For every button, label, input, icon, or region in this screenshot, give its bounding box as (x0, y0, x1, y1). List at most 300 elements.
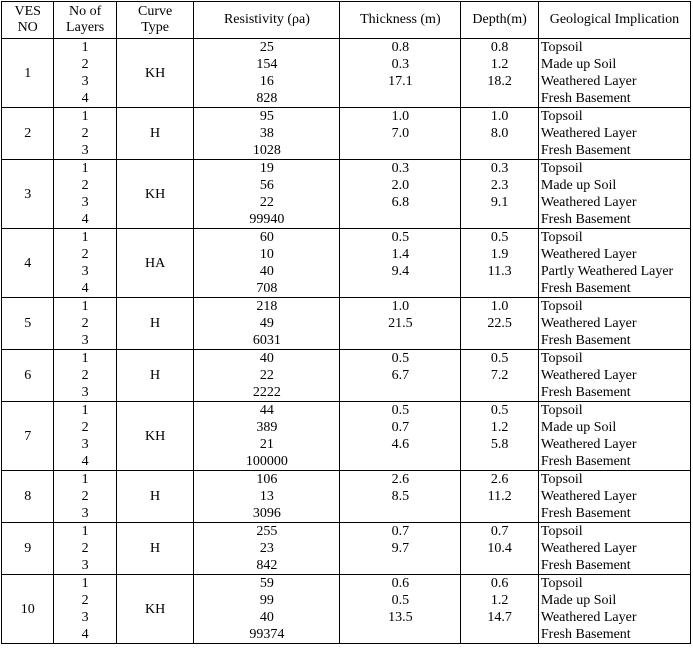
geology-label: Weathered Layer (540, 610, 637, 625)
depth-value: 0.5 (490, 351, 509, 366)
depth-value (463, 280, 536, 297)
geology-cell (538, 471, 690, 523)
layer-number: 3 (81, 74, 89, 89)
geology-label: Fresh Basement (540, 212, 631, 227)
geology-label: Weathered Layer (540, 247, 637, 262)
layers-cell-stack (54, 160, 115, 228)
resistivity-cell (194, 298, 340, 350)
header-curve-line1: Curve (138, 4, 173, 19)
resistivity-value: 218 (256, 299, 278, 314)
thickness-value: 0.5 (391, 230, 410, 245)
curve-type-cell: H (116, 523, 194, 575)
thickness-cell-stack (340, 229, 460, 297)
depth-value (463, 90, 536, 107)
depth-value: 1.2 (490, 420, 509, 435)
resistivity-value: 38 (259, 126, 274, 141)
ves-number-cell: 3 (2, 160, 54, 229)
depth-cell-stack (461, 108, 538, 159)
depth-cell (461, 471, 539, 523)
resistivity-cell-stack (194, 39, 339, 107)
resistivity-cell (194, 229, 340, 298)
thickness-value (342, 332, 458, 349)
depth-value (463, 626, 536, 643)
thickness-value: 1.0 (391, 109, 410, 124)
resistivity-value: 99 (259, 593, 274, 608)
resistivity-value: 40 (259, 351, 274, 366)
curve-type-cell: KH (116, 39, 194, 108)
layer-number: 4 (81, 91, 89, 106)
thickness-cell (340, 39, 461, 108)
geology-label: Made up Soil (540, 420, 617, 435)
geology-label: Weathered Layer (540, 316, 637, 331)
ves-number-cell: 7 (2, 402, 54, 471)
depth-cell (461, 350, 539, 402)
depth-cell-stack (461, 471, 538, 522)
curve-type-cell: HA (116, 229, 194, 298)
depth-cell (461, 575, 539, 644)
layer-number: 3 (81, 385, 89, 400)
geology-label: Weathered Layer (540, 74, 637, 89)
depth-value (463, 453, 536, 470)
header-thickness: Thickness (m) (340, 2, 461, 39)
resistivity-value: 22 (259, 195, 274, 210)
depth-value: 1.0 (490, 109, 509, 124)
table-body (2, 39, 691, 644)
depth-cell-stack (461, 575, 538, 643)
layer-number: 2 (81, 316, 89, 331)
depth-value: 5.8 (490, 437, 509, 452)
geology-cell-stack (539, 39, 690, 107)
layers-cell-stack (54, 471, 115, 522)
resistivity-value: 99940 (249, 212, 285, 227)
thickness-value: 2.6 (391, 472, 410, 487)
geology-label: Fresh Basement (540, 627, 631, 642)
geology-cell (538, 298, 690, 350)
resistivity-cell (194, 160, 340, 229)
resistivity-cell-stack (194, 575, 339, 643)
resistivity-value: 842 (256, 558, 278, 573)
layer-number: 1 (81, 230, 89, 245)
layer-number: 3 (81, 195, 89, 210)
table-row (2, 39, 691, 108)
geology-label: Weathered Layer (540, 368, 637, 383)
depth-cell-stack (461, 350, 538, 401)
geology-label: Made up Soil (540, 178, 617, 193)
geology-label: Fresh Basement (540, 506, 631, 521)
thickness-value (342, 453, 458, 470)
layers-cell-stack (54, 298, 115, 349)
layer-number: 1 (81, 524, 89, 539)
geology-cell-stack (539, 575, 690, 643)
resistivity-value: 708 (256, 281, 278, 296)
resistivity-value: 154 (256, 57, 278, 72)
geology-cell (538, 108, 690, 160)
thickness-value: 0.3 (391, 57, 410, 72)
thickness-value (342, 384, 458, 401)
depth-value: 0.5 (490, 230, 509, 245)
thickness-value: 8.5 (391, 489, 410, 504)
layers-cell-stack (54, 39, 115, 107)
resistivity-cell (194, 471, 340, 523)
resistivity-value: 6031 (252, 333, 281, 348)
resistivity-cell (194, 402, 340, 471)
geology-cell (538, 229, 690, 298)
layer-number: 2 (81, 368, 89, 383)
resistivity-value: 49 (259, 316, 274, 331)
depth-cell-stack (461, 402, 538, 470)
depth-value: 1.0 (490, 299, 509, 314)
layers-cell-stack (54, 229, 115, 297)
layer-number: 3 (81, 264, 89, 279)
resistivity-cell-stack (194, 471, 339, 522)
resistivity-cell-stack (194, 160, 339, 228)
thickness-value: 0.8 (391, 40, 410, 55)
thickness-cell-stack (340, 471, 460, 522)
depth-cell (461, 298, 539, 350)
curve-type-cell: H (116, 471, 194, 523)
thickness-cell (340, 575, 461, 644)
resistivity-value: 828 (256, 91, 278, 106)
geology-label: Made up Soil (540, 57, 617, 72)
resistivity-value: 255 (256, 524, 278, 539)
resistivity-cell-stack (194, 523, 339, 574)
geology-label: Partly Weathered Layer (540, 264, 674, 279)
resistivity-value: 19 (259, 161, 274, 176)
geology-cell-stack (539, 229, 690, 297)
thickness-value (342, 211, 458, 228)
table-row (2, 575, 691, 644)
layers-cell-stack (54, 350, 115, 401)
thickness-value (342, 142, 458, 159)
resistivity-value: 99374 (249, 627, 285, 642)
thickness-cell-stack (340, 402, 460, 470)
geology-label: Topsoil (540, 403, 583, 418)
geology-label: Made up Soil (540, 593, 617, 608)
ves-number-cell: 4 (2, 229, 54, 298)
depth-cell (461, 160, 539, 229)
thickness-cell-stack (340, 350, 460, 401)
geology-label: Topsoil (540, 230, 583, 245)
layers-cell-stack (54, 108, 115, 159)
layer-number: 2 (81, 420, 89, 435)
geology-label: Fresh Basement (540, 454, 631, 469)
thickness-cell-stack (340, 108, 460, 159)
thickness-value: 9.4 (391, 264, 410, 279)
thickness-value: 0.5 (391, 351, 410, 366)
geology-cell-stack (539, 298, 690, 349)
depth-cell-stack (461, 298, 538, 349)
resistivity-value: 25 (259, 40, 274, 55)
depth-value (463, 211, 536, 228)
depth-cell (461, 39, 539, 108)
resistivity-value: 13 (259, 489, 274, 504)
layer-number: 4 (81, 627, 89, 642)
layer-number: 1 (81, 40, 89, 55)
geology-cell-stack (539, 350, 690, 401)
layer-number: 3 (81, 333, 89, 348)
depth-value: 7.2 (490, 368, 509, 383)
thickness-cell (340, 471, 461, 523)
table-row (2, 298, 691, 350)
resistivity-value: 3096 (252, 506, 281, 521)
depth-value: 2.6 (490, 472, 509, 487)
thickness-value: 13.5 (388, 610, 413, 625)
resistivity-value: 106 (256, 472, 278, 487)
thickness-value (342, 557, 458, 574)
layers-cell-stack (54, 402, 115, 470)
thickness-value: 2.0 (391, 178, 410, 193)
layers-cell-stack (54, 523, 115, 574)
resistivity-value: 95 (259, 109, 274, 124)
thickness-value: 0.7 (391, 420, 410, 435)
thickness-cell-stack (340, 575, 460, 643)
geology-cell-stack (539, 402, 690, 470)
thickness-value: 7.0 (391, 126, 410, 141)
depth-value: 9.1 (490, 195, 509, 210)
resistivity-value: 44 (259, 403, 274, 418)
header-ves-line1: VES (14, 4, 41, 19)
header-row (2, 2, 691, 39)
thickness-value: 17.1 (388, 74, 413, 89)
ves-number-cell: 8 (2, 471, 54, 523)
layer-number: 1 (81, 299, 89, 314)
resistivity-cell-stack (194, 298, 339, 349)
resistivity-value: 10 (259, 247, 274, 262)
geology-cell (538, 160, 690, 229)
geology-cell (538, 575, 690, 644)
geology-label: Topsoil (540, 472, 583, 487)
layer-number: 3 (81, 143, 89, 158)
layer-number: 1 (81, 472, 89, 487)
resistivity-value: 16 (259, 74, 274, 89)
geology-cell-stack (539, 471, 690, 522)
geology-cell (538, 402, 690, 471)
geology-cell (538, 39, 690, 108)
layer-number: 4 (81, 454, 89, 469)
layers-cell (54, 471, 116, 523)
resistivity-cell (194, 575, 340, 644)
header-curve (116, 2, 194, 39)
ves-number-cell: 5 (2, 298, 54, 350)
geology-label: Weathered Layer (540, 126, 637, 141)
layer-number: 1 (81, 403, 89, 418)
geology-cell-stack (539, 160, 690, 228)
layer-number: 2 (81, 541, 89, 556)
resistivity-value: 56 (259, 178, 274, 193)
thickness-cell-stack (340, 298, 460, 349)
resistivity-cell-stack (194, 402, 339, 470)
header-geology: Geological Implication (538, 2, 690, 39)
depth-value: 8.0 (490, 126, 509, 141)
layer-number: 3 (81, 610, 89, 625)
thickness-cell (340, 160, 461, 229)
layer-number: 4 (81, 281, 89, 296)
resistivity-value: 22 (259, 368, 274, 383)
geology-label: Topsoil (540, 524, 583, 539)
depth-cell-stack (461, 160, 538, 228)
thickness-value: 9.7 (391, 541, 410, 556)
resistivity-value: 60 (259, 230, 274, 245)
resistivity-cell-stack (194, 350, 339, 401)
curve-type-cell: H (116, 108, 194, 160)
curve-type-cell: H (116, 350, 194, 402)
thickness-value (342, 90, 458, 107)
layer-number: 4 (81, 212, 89, 227)
depth-value: 22.5 (487, 316, 512, 331)
thickness-cell-stack (340, 39, 460, 107)
depth-value: 0.8 (490, 40, 509, 55)
thickness-value: 21.5 (388, 316, 413, 331)
thickness-cell (340, 402, 461, 471)
resistivity-cell-stack (194, 229, 339, 297)
depth-cell (461, 523, 539, 575)
depth-value (463, 332, 536, 349)
depth-value (463, 557, 536, 574)
thickness-value: 1.0 (391, 299, 410, 314)
depth-value: 0.7 (490, 524, 509, 539)
thickness-value: 0.7 (391, 524, 410, 539)
layer-number: 2 (81, 126, 89, 141)
layers-cell (54, 108, 116, 160)
header-layers-line2: Layers (66, 20, 105, 35)
geology-label: Fresh Basement (540, 558, 631, 573)
layer-number: 2 (81, 489, 89, 504)
thickness-cell-stack (340, 160, 460, 228)
geology-label: Topsoil (540, 40, 583, 55)
layer-number: 2 (81, 247, 89, 262)
layer-number: 1 (81, 161, 89, 176)
thickness-cell (340, 108, 461, 160)
depth-value: 10.4 (487, 541, 512, 556)
geology-cell-stack (539, 523, 690, 574)
depth-value: 11.2 (487, 489, 512, 504)
resistivity-value: 40 (259, 610, 274, 625)
header-curve-line2: Type (141, 20, 169, 35)
geology-label: Topsoil (540, 109, 583, 124)
thickness-cell-stack (340, 523, 460, 574)
layers-cell (54, 350, 116, 402)
table-row (2, 108, 691, 160)
curve-type-cell: KH (116, 160, 194, 229)
resistivity-value: 21 (259, 437, 274, 452)
thickness-value (342, 626, 458, 643)
thickness-value: 6.8 (391, 195, 410, 210)
geology-cell (538, 350, 690, 402)
thickness-value: 1.4 (391, 247, 410, 262)
table-row (2, 160, 691, 229)
curve-type-cell: KH (116, 575, 194, 644)
depth-cell-stack (461, 229, 538, 297)
layer-number: 3 (81, 558, 89, 573)
thickness-value: 0.3 (391, 161, 410, 176)
resistivity-cell (194, 523, 340, 575)
layer-number: 3 (81, 506, 89, 521)
layers-cell (54, 402, 116, 471)
ves-number-cell: 2 (2, 108, 54, 160)
resistivity-cell-stack (194, 108, 339, 159)
ves-number-cell: 6 (2, 350, 54, 402)
header-resistivity: Resistivity (ρa) (194, 2, 340, 39)
table-row (2, 471, 691, 523)
header-ves (2, 2, 54, 39)
depth-value (463, 142, 536, 159)
layers-cell (54, 523, 116, 575)
geology-label: Weathered Layer (540, 437, 637, 452)
table-row (2, 229, 691, 298)
curve-type-cell: H (116, 298, 194, 350)
geology-label: Fresh Basement (540, 91, 631, 106)
geology-label: Topsoil (540, 299, 583, 314)
resistivity-value: 389 (256, 420, 278, 435)
geology-cell-stack (539, 108, 690, 159)
depth-value: 1.2 (490, 57, 509, 72)
layers-cell (54, 298, 116, 350)
depth-value: 18.2 (487, 74, 512, 89)
geology-label: Topsoil (540, 576, 583, 591)
ves-number-cell: 1 (2, 39, 54, 108)
header-layers (54, 2, 116, 39)
depth-cell (461, 229, 539, 298)
geology-label: Fresh Basement (540, 143, 631, 158)
layers-cell (54, 39, 116, 108)
layer-number: 2 (81, 593, 89, 608)
ves-results-table (1, 1, 691, 644)
resistivity-cell (194, 350, 340, 402)
geology-label: Fresh Basement (540, 281, 631, 296)
layer-number: 1 (81, 351, 89, 366)
ves-number-cell: 10 (2, 575, 54, 644)
layer-number: 2 (81, 178, 89, 193)
geology-cell (538, 523, 690, 575)
resistivity-value: 59 (259, 576, 274, 591)
layers-cell-stack (54, 575, 115, 643)
thickness-cell (340, 298, 461, 350)
resistivity-value: 1028 (252, 143, 281, 158)
depth-cell-stack (461, 523, 538, 574)
depth-value (463, 505, 536, 522)
resistivity-cell (194, 108, 340, 160)
geology-label: Weathered Layer (540, 489, 637, 504)
geology-label: Weathered Layer (540, 195, 637, 210)
layers-cell (54, 160, 116, 229)
geology-label: Fresh Basement (540, 385, 631, 400)
resistivity-value: 100000 (245, 454, 288, 469)
table-row (2, 350, 691, 402)
depth-value: 0.5 (490, 403, 509, 418)
thickness-value: 4.6 (391, 437, 410, 452)
layer-number: 1 (81, 576, 89, 591)
thickness-value: 0.6 (391, 576, 410, 591)
thickness-value (342, 280, 458, 297)
header-ves-line2: NO (17, 20, 38, 35)
header-layers-line1: No of (68, 4, 102, 19)
depth-value: 2.3 (490, 178, 509, 193)
curve-type-cell: KH (116, 402, 194, 471)
resistivity-value: 23 (259, 541, 274, 556)
depth-value: 1.2 (490, 593, 509, 608)
ves-number-cell: 9 (2, 523, 54, 575)
resistivity-cell (194, 39, 340, 108)
header-depth: Depth(m) (461, 2, 539, 39)
resistivity-value: 2222 (252, 385, 281, 400)
depth-value (463, 384, 536, 401)
depth-value: 0.6 (490, 576, 509, 591)
thickness-cell (340, 350, 461, 402)
geology-label: Topsoil (540, 351, 583, 366)
thickness-value: 6.7 (391, 368, 410, 383)
depth-value: 11.3 (487, 264, 512, 279)
layer-number: 2 (81, 57, 89, 72)
